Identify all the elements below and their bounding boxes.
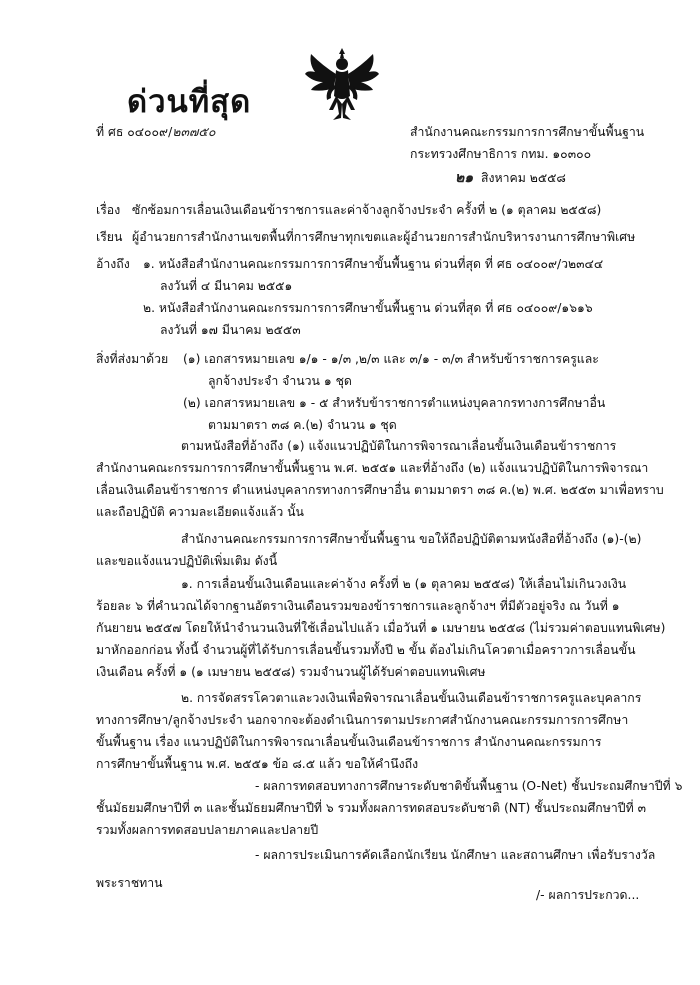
recipient-text: ผู้อำนวยการสำนักงานเขตพื้นที่การศึกษาทุกเขตและผู้อำนวยการสำนักบริหารงานการศึกษาพิเศษ bbox=[132, 230, 636, 244]
enclosure-2-line-1: (๒) เอกสารหมายเลข ๑ - ๕ สำหรับข้าราชการตำแหน่งบุคลากรทางการศึกษาอื่น bbox=[183, 396, 606, 410]
paragraph-4-line-1: ๒. การจัดสรรโควตาและวงเงินเพื่อพิจารณาเลื่อนขั้นเงินเดือนข้าราชการครูและบุคลากร bbox=[181, 691, 642, 705]
ministry-address: กระทรวงศึกษาธิการ กทม. ๑๐๓๐๐ bbox=[410, 147, 592, 161]
paragraph-1-line-1: ตามหนังสือที่อ้างถึง (๑) แจ้งแนวปฏิบัติในการพิจารณาเลื่อนขั้นเงินเดือนข้าราชการ bbox=[181, 439, 617, 453]
urgency-stamp: ด่วนที่สุด bbox=[127, 84, 252, 120]
paragraph-5-line-1: - ผลการทดสอบทางการศึกษาระดับชาติขั้นพื้นฐาน (O-Net) ชั้นประถมศึกษาปีที่ ๖ bbox=[255, 779, 683, 793]
reference-2-line-1: ๒. หนังสือสำนักงานคณะกรรมการการศึกษาขั้นพื้นฐาน ด่วนที่สุด ที่ ศธ ๐๔๐๐๙/๑๖๑๖ bbox=[143, 301, 593, 315]
references-label: อ้างถึง bbox=[96, 257, 130, 271]
enclosure-2-line-2: ตามมาตรา ๓๘ ค.(๒) จำนวน ๑ ชุด bbox=[208, 418, 397, 432]
page-continuation: /- ผลการประกวด... bbox=[536, 888, 640, 902]
recipient-label: เรียน bbox=[96, 230, 123, 244]
paragraph-3-line-4: มาหักออกก่อน ทั้งนี้ จำนวนผู้ที่ได้รับการเลื่อนขั้นรวมทั้งปี ๒ ขั้น ต้องไม่เกินโควตาเมื่อคราวการเลื่อนขั้น bbox=[96, 643, 636, 657]
paragraph-3-line-5: เงินเดือน ครั้งที่ ๑ (๑ เมษายน ๒๕๕๘) รวมจำนวนผู้ได้รับค่าตอบแทนพิเศษ bbox=[96, 665, 486, 679]
paragraph-2-line-1: สำนักงานคณะกรรมการการศึกษาขั้นพื้นฐาน ขอให้ถือปฏิบัติตามหนังสือที่อ้างถึง (๑)-(๒) bbox=[181, 532, 642, 546]
paragraph-5-line-2: ชั้นมัธยมศึกษาปีที่ ๓ และชั้นมัธยมศึกษาปีที่ ๖ รวมทั้งผลการทดสอบระดับชาติ (NT) ชั้นประถมศึกษาปีที่ ๓ bbox=[96, 801, 646, 815]
date-month-year: สิงหาคม ๒๕๕๘ bbox=[480, 171, 566, 185]
reference-2-line-2: ลงวันที่ ๑๗ มีนาคม ๒๕๕๓ bbox=[160, 323, 301, 337]
reference-prefix: ที่ ศธ ๐๔๐๐๙/ bbox=[96, 125, 173, 139]
paragraph-3-line-3: กันยายน ๒๕๕๗ โดยให้นำจำนวนเงินที่ใช้เลื่อนไปแล้ว เมื่อวันที่ ๑ เมษายน ๒๕๕๘ (ไม่รวมค่าตอบแทนพิเศษ) bbox=[96, 621, 666, 635]
paragraph-3-line-1: ๑. การเลื่อนขั้นเงินเดือนและค่าจ้าง ครั้งที่ ๒ (๑ ตุลาคม ๒๕๕๘) ให้เลื่อนไม่เกินวงเงิน bbox=[181, 577, 627, 591]
subject-label: เรื่อง bbox=[96, 203, 121, 217]
paragraph-3-line-2: ร้อยละ ๖ ที่คำนวณได้จากฐานอัตราเงินเดือนรวมของข้าราชการและลูกจ้างฯ ที่มีตัวอยู่จริง ณ วันที่ ๑ bbox=[96, 599, 620, 613]
paragraph-4-line-3: ขั้นพื้นฐาน เรื่อง แนวปฏิบัติในการพิจารณาเลื่อนขั้นเงินเดือนข้าราชการ สำนักงานคณะกรรมการ bbox=[96, 735, 602, 749]
paragraph-6-line-1: - ผลการประเมินการคัดเลือกนักเรียน นักศึกษา และสถานศึกษา เพื่อรับรางวัล bbox=[255, 848, 656, 862]
paragraph-1-line-2: สำนักงานคณะกรรมการการศึกษาขั้นพื้นฐาน พ.ศ. ๒๕๕๑ และที่อ้างถึง (๒) แจ้งแนวปฏิบัติในการพิจารณา bbox=[96, 461, 649, 475]
document-date bbox=[455, 170, 566, 186]
paragraph-4-line-2: ทางการศึกษา/ลูกจ้างประจำ นอกจากจะต้องดำเนินการตามประกาศสำนักงานคณะกรรมการการศึกษา bbox=[96, 713, 629, 727]
issuing-office: สำนักงานคณะกรรมการการศึกษาขั้นพื้นฐาน bbox=[410, 125, 645, 139]
reference-1-line-2: ลงวันที่ ๔ มีนาคม ๒๕๕๑ bbox=[160, 279, 293, 293]
date-day-handwritten: ๒๑ bbox=[455, 170, 474, 186]
paragraph-5-line-3: รวมทั้งผลการทดสอบปลายภาคและปลายปี bbox=[96, 823, 319, 837]
enclosure-1-line-2: ลูกจ้างประจำ จำนวน ๑ ชุด bbox=[208, 374, 352, 388]
document-reference bbox=[96, 124, 216, 140]
paragraph-2-line-2: และขอแจ้งแนวปฏิบัติเพิ่มเติม ดังนี้ bbox=[96, 554, 278, 568]
paragraph-1-line-4: และถือปฏิบัติ ความละเอียดแจ้งแล้ว นั้น bbox=[96, 505, 304, 519]
paragraph-4-line-4: การศึกษาขั้นพื้นฐาน พ.ศ. ๒๕๕๑ ข้อ ๘.๕ แล้ว ขอให้คำนึงถึง bbox=[96, 757, 419, 771]
reference-1-line-1: ๑. หนังสือสำนักงานคณะกรรมการการศึกษาขั้นพื้นฐาน ด่วนที่สุด ที่ ศธ ๐๔๐๐๙/ว๒๓๔๔ bbox=[143, 257, 604, 271]
subject-text: ซักซ้อมการเลื่อนเงินเดือนข้าราชการและค่าจ้างลูกจ้างประจำ ครั้งที่ ๒ (๑ ตุลาคม ๒๕๕๘) bbox=[132, 203, 602, 217]
enclosures-label: สิ่งที่ส่งมาด้วย bbox=[96, 352, 169, 366]
reference-handwritten-number: ๒๓๗๕๐ bbox=[172, 124, 216, 139]
paragraph-6-line-2: พระราชทาน bbox=[96, 876, 163, 890]
enclosure-1-line-1: (๑) เอกสารหมายเลข ๑/๑ - ๑/๓ ,๒/๓ และ ๓/๑ - ๓/๓ สำหรับข้าราชการครูและ bbox=[183, 352, 599, 366]
paragraph-1-line-3: เลื่อนเงินเดือนข้าราชการ ตำแหน่งบุคลากรทางการศึกษาอื่น ตามมาตรา ๓๘ ค.(๒) พ.ศ. ๒๕๕๓ มาเพื่อทราบ bbox=[96, 483, 664, 497]
garuda-emblem-icon bbox=[303, 44, 381, 124]
